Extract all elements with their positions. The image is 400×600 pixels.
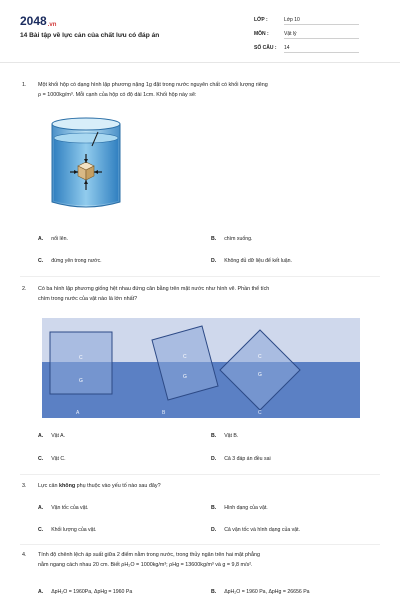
option-letter: D. [211,456,217,462]
option-letter: A. [38,589,44,595]
option-1a[interactable] [38,236,68,242]
option-text: nổi lên. [51,236,68,242]
option-3a[interactable] [38,505,88,511]
option-1d[interactable] [211,258,292,264]
label-b: B [162,410,166,416]
option-2b[interactable] [211,433,238,439]
question-divider [20,276,380,277]
question-divider [20,474,380,475]
cubes-figure [42,318,360,418]
option-text: Vật C. [51,456,66,462]
option-letter: B. [211,589,217,595]
option-text: ΔpH₂O = 1960Pa, ΔpHg = 1960 Pa [51,589,133,595]
question-text-pre: Lực cản [38,483,59,489]
option-letter: A. [38,433,44,439]
option-1c[interactable] [38,258,102,264]
question-divider [20,544,380,545]
option-letter: B. [211,433,217,439]
option-text: Cả vận tốc và hình dạng của vật. [224,527,301,533]
option-4b[interactable] [211,589,310,595]
question-number: 2. [22,286,27,292]
cube-a-gravity: G [79,378,83,384]
meta-key: LỚP : [254,17,268,23]
option-3d[interactable] [211,527,300,533]
meta-value: 14 [284,45,359,53]
question-text-line2: chìm trong nước của vật nào là lớn nhất? [38,296,138,302]
question-text-post: phụ thuộc vào yếu tố nào sau đây? [75,483,161,489]
cube-a [50,332,112,394]
option-text: đứng yên trong nước. [51,258,102,264]
question-3 [22,481,378,491]
option-letter: A. [38,236,44,242]
option-letter: C. [38,527,44,533]
option-letter: D. [211,527,217,533]
question-2 [22,284,378,304]
cube-b-gravity: G [183,374,187,380]
meta-value: Lớp 10 [284,17,359,25]
option-text: Vật A. [51,433,66,439]
option-letter: A. [38,505,44,511]
brand-name: 2048 [20,14,47,28]
option-text: chìm xuống. [224,236,253,242]
option-text: Cả 3 đáp án đều sai [224,456,271,462]
option-2d[interactable] [211,456,271,462]
question-4 [22,550,378,570]
question-text-line1: Một khối hộp có dạng hình lập phương nặng 1g đặt trong nước nguyên chất có khối lượng riêng [38,82,268,88]
question-number: 3. [22,483,27,489]
question-1 [22,80,378,100]
meta-subject [254,31,359,39]
cube [78,162,94,180]
label-a: A [76,410,80,416]
label-c: C [258,410,262,416]
question-text-line2: nằm ngang cách nhau 20 cm. Biết ρH₂O = 1000kg/m³; ρHg = 13600kg/m³ và g = 9,8 m/s². [38,562,253,568]
brand-suffix: .vn [47,22,57,28]
question-number: 4. [22,552,27,558]
cube-a-center: C [79,355,83,361]
option-3c[interactable] [38,527,96,533]
option-2a[interactable] [38,433,65,439]
question-text-line1: Tính độ chênh lệch áp suất giữa 2 điểm nằm trong nước, trong thủy ngân trên hai mặt phẳng [38,552,261,558]
option-letter: B. [211,505,217,511]
option-text: Vật B. [224,433,239,439]
beaker-figure [48,116,124,212]
option-letter: C. [38,258,44,264]
option-letter: D. [211,258,217,264]
option-text: ΔpH₂O = 1960 Pa, ΔpHg = 26656 Pa [224,589,310,595]
cube-b-center: C [183,354,187,360]
option-text: Vận tốc của vật. [51,505,89,511]
page-title: 14 Bài tập về lực cản của chất lưu có đáp án [20,32,160,39]
option-2c[interactable] [38,456,66,462]
option-letter: B. [211,236,217,242]
question-text-line2: ρ = 1000kg/m³. Mỗi cạnh của hộp có độ dài 1cm. Khối hộp này sẽ: [38,92,197,98]
question-number: 1. [22,82,27,88]
option-3b[interactable] [211,505,268,511]
meta-value: Vật lý [284,31,359,39]
option-letter: C. [38,456,44,462]
option-1b[interactable] [211,236,252,242]
meta-class [254,17,359,25]
question-text-bold: không [59,483,76,489]
option-text: Khối lượng của vật. [51,527,97,533]
meta-count [254,45,359,53]
option-4a[interactable] [38,589,132,595]
header-divider [0,62,400,63]
cube-c-gravity: G [258,372,262,378]
cube-c-center: C [258,354,262,360]
meta-key: SỐ CÂU : [254,45,277,51]
meta-key: MÔN : [254,31,269,37]
brand-logo[interactable] [20,14,56,28]
option-text: Không đủ dữ liệu để kết luận. [224,258,292,264]
question-text-line1: Có ba hình lập phương giống hệt nhau đứng cân bằng trên mặt nước như hình vẽ. Phần thể tích [38,286,270,292]
option-text: Hình dạng của vật. [224,505,268,511]
